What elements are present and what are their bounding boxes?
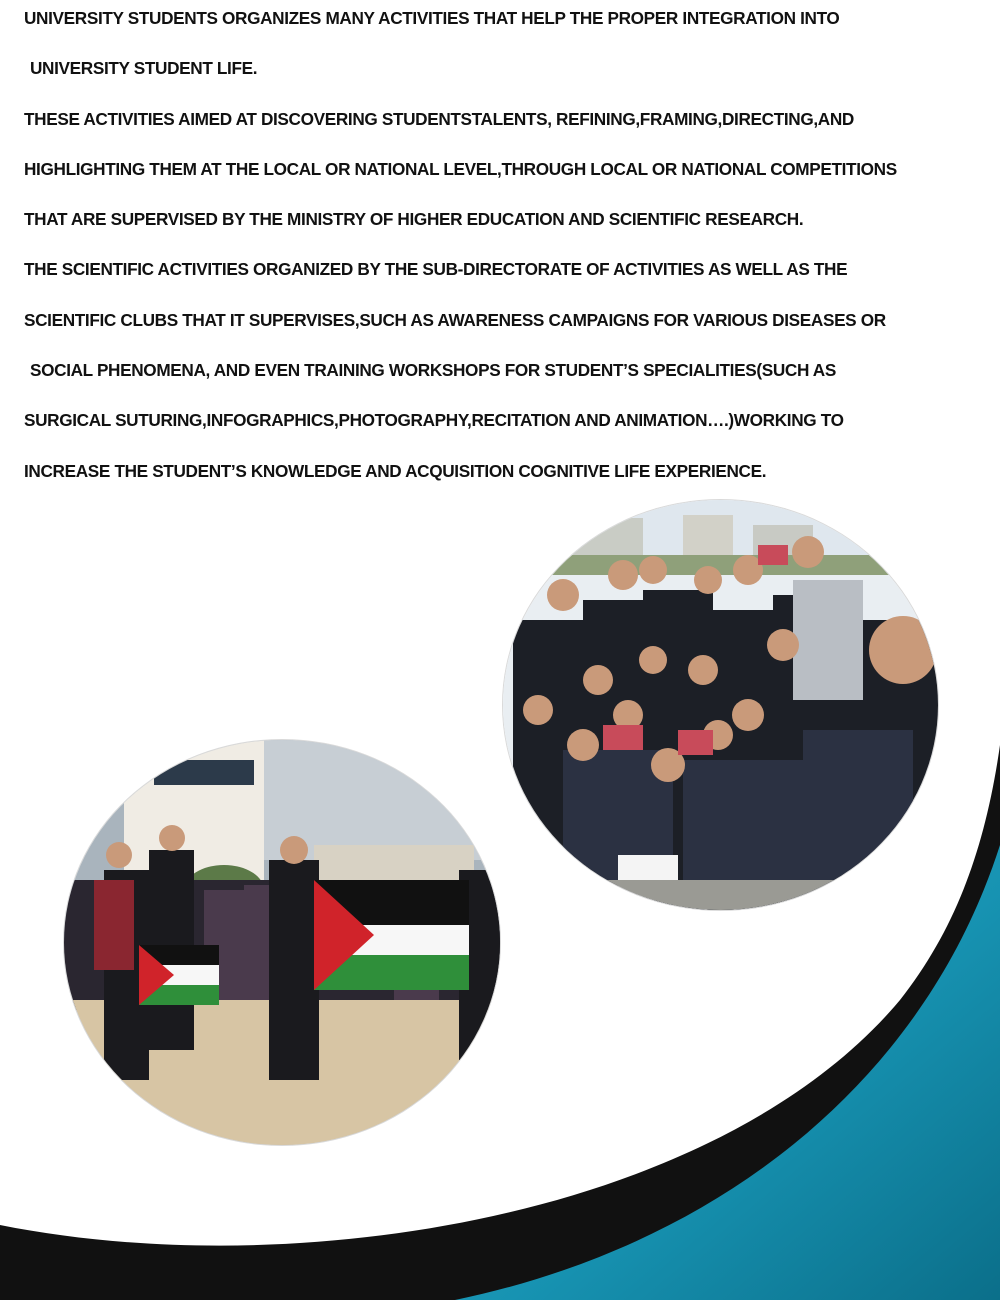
text-line: HIGHLIGHTING THEM AT THE LOCAL OR NATIONAL LEVEL,THROUGH LOCAL OR NATIONAL COMPETITIONS — [24, 158, 897, 179]
group-selfie-photo — [503, 500, 938, 910]
text-line: UNIVERSITY STUDENT LIFE. — [30, 58, 258, 79]
text-line: SOCIAL PHENOMENA, AND EVEN TRAINING WORKSHOPS FOR STUDENT’S SPECIALITIES(SUCH AS — [30, 360, 836, 381]
flag-gathering-photo — [64, 740, 500, 1145]
text-line: THESE ACTIVITIES AIMED AT DISCOVERING STUDENTSTALENTS, REFINING,FRAMING,DIRECTING,AND — [24, 108, 854, 129]
text-line: SCIENTIFIC CLUBS THAT IT SUPERVISES,SUCH AS AWARENESS CAMPAIGNS FOR VARIOUS DISEASES OR — [24, 309, 886, 330]
body-text — [24, 0, 994, 503]
text-line: INCREASE THE STUDENT’S KNOWLEDGE AND ACQUISITION COGNITIVE LIFE EXPERIENCE. — [24, 460, 767, 481]
text-line: THAT ARE SUPERVISED BY THE MINISTRY OF HIGHER EDUCATION AND SCIENTIFIC RESEARCH. — [24, 209, 804, 230]
text-line: UNIVERSITY STUDENTS ORGANIZES MANY ACTIVITIES THAT HELP THE PROPER INTEGRATION INTO — [24, 8, 840, 28]
text-line: SURGICAL SUTURING,INFOGRAPHICS,PHOTOGRAPHY,RECITATION AND ANIMATION….)WORKING TO — [24, 410, 844, 431]
text-line: THE SCIENTIFIC ACTIVITIES ORGANIZED BY THE SUB-DIRECTORATE OF ACTIVITIES AS WELL AS THE — [24, 259, 848, 280]
